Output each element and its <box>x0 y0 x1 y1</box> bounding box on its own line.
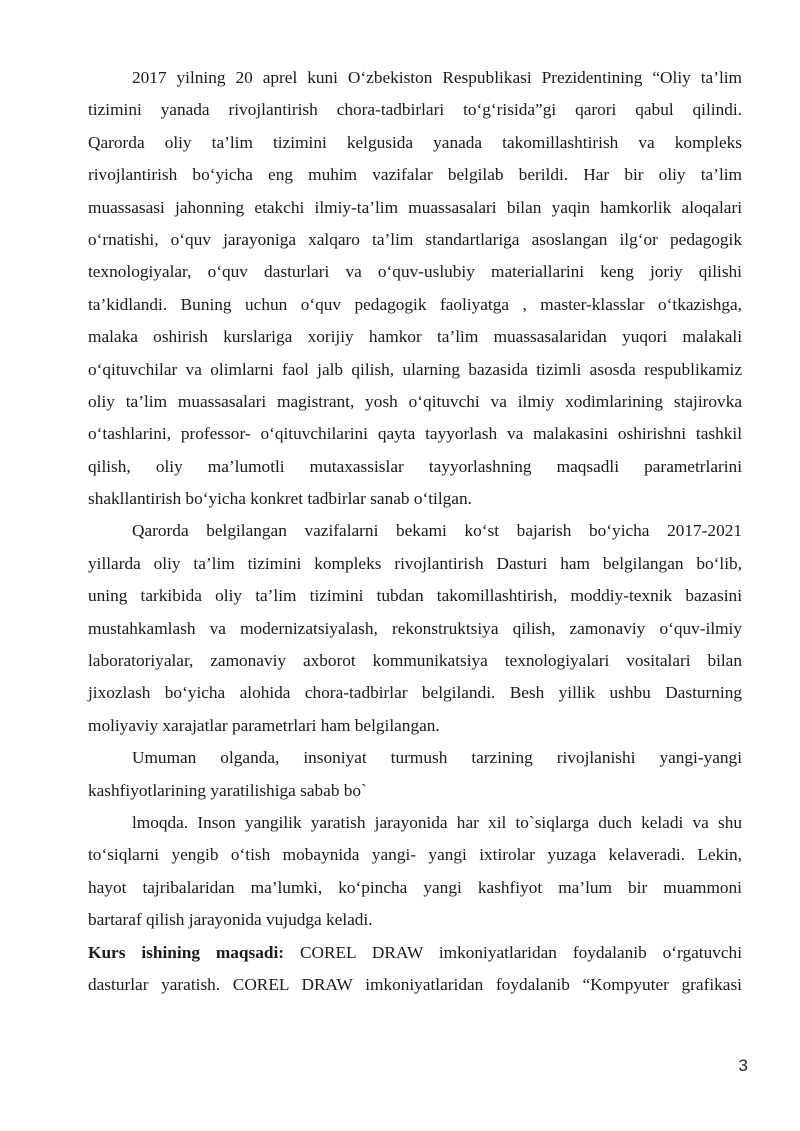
paragraph-line: uning tarkibida oliy ta’lim tizimini tubdan takomillashtirish, moddiy-texnik bazasini <box>88 586 742 606</box>
paragraph-line: Umuman olganda, insoniyat turmush tarzining rivojlanishi yangi-yangi <box>132 748 742 768</box>
paragraph-line: malaka oshirish kurslariga xorijiy hamkor ta’lim muassasalaridan yuqori malakali <box>88 327 742 347</box>
paragraph-line: kashfiyotlarining yaratilishiga sabab bo` <box>88 780 367 800</box>
paragraph-line: jixozlash bo‘yicha alohida chora-tadbirlar belgilandi. Besh yillik ushbu Dasturning <box>88 683 742 703</box>
paragraph-line: 2017 yilning 20 aprel kuni O‘zbekiston Respublikasi Prezidentining “Oliy ta’lim <box>132 68 742 87</box>
paragraph-line: o‘rnatishi, o‘quv jarayoniga xalqaro ta’lim standartlariga asoslangan ilg‘or pedagogik <box>88 229 742 249</box>
paragraph-line: hayot tajribalaridan ma’lumki, ko‘pincha yangi kashfiyot ma’lum bir muammoni <box>88 877 742 897</box>
paragraph-line: ta’kidlandi. Buning uchun o‘quv pedagogik faoliyatga , master-klasslar o‘tkazishga, <box>88 294 742 314</box>
paragraph-line: shakllantirish bo‘yicha konkret tadbirlar sanab o‘tilgan. <box>88 489 472 509</box>
body-text <box>88 62 742 1001</box>
paragraph-line: rivojlantirish bo‘yicha eng muhim vazifalar belgilab berildi. Har bir oliy ta’lim <box>88 165 742 185</box>
course-goal-label: Kurs ishining maqsadi: <box>88 942 285 962</box>
paragraph-line: muassasasi jahonning etakchi ilmiy-ta’lim muassasalari bilan yaqin hamkorlik aloqalari <box>88 197 742 217</box>
paragraph-line: tizimini yanada rivojlantirish chora-tadbirlari to‘g‘risida”gi qarori qabul qilindi. <box>88 100 742 120</box>
paragraph-line: mustahkamlash va modernizatsiyalash, rekonstruktsiya qilish, zamonaviy o‘quv-ilmiy <box>88 618 742 638</box>
paragraph-line: Qarorda oliy ta’lim tizimini kelgusida yanada takomillashtirish va kompleks <box>88 132 742 152</box>
paragraph-line: to‘siqlarni yengib o‘tish mobaynida yangi- yangi ixtirolar yuzaga kelaveradi. Lekin, <box>88 845 742 865</box>
paragraph-line: oliy ta’lim muassasalari magistrant, yosh o‘qituvchi va ilmiy xodimlarining stajirovka <box>88 391 742 411</box>
paragraph-line: laboratoriyalar, zamonaviy axborot kommunikatsiya texnologiyalari vositalari bilan <box>88 651 742 671</box>
paragraph-line: bartaraf qilish jarayonida vujudga keladi. <box>88 910 373 930</box>
paragraph-line: lmoqda. Inson yangilik yaratish jarayonida har xil to`siqlarga duch keladi va shu <box>132 812 742 832</box>
paragraph-line: yillarda oliy ta’lim tizimini kompleks rivojlantirish Dasturi ham belgilangan bo‘lib, <box>88 553 742 573</box>
paragraph-line: o‘qituvchilar va olimlarni faol jalb qilish, ularning bazasida tizimli asosda respublikamiz <box>88 359 742 379</box>
course-goal-text: COREL DRAW imkoniyatlaridan foydalanib o‘rgatuvchi <box>284 942 742 962</box>
paragraph-line <box>88 937 742 969</box>
page-number: 3 <box>738 1056 748 1075</box>
paragraph-line: texnologiyalar, o‘quv dasturlari va o‘quv-uslubiy materiallarini keng joriy qilishi <box>88 262 742 282</box>
paragraph-line: Qarorda belgilangan vazifalarni bekami ko‘st bajarish bo‘yicha 2017-2021 <box>132 521 742 541</box>
paragraph-line: moliyaviy xarajatlar parametrlari ham belgilangan. <box>88 715 440 735</box>
paragraph-line: o‘tashlarini, professor- o‘qituvchilarini qayta tayyorlash va malakasini oshirishni tashkil <box>88 424 742 444</box>
paragraph-line: dasturlar yaratish. COREL DRAW imkoniyatlaridan foydalanib “Kompyuter grafikasi <box>88 974 742 994</box>
paragraph-line: qilish, oliy ma’lumotli mutaxassislar tayyorlashning maqsadli parametrlarini <box>88 456 742 476</box>
